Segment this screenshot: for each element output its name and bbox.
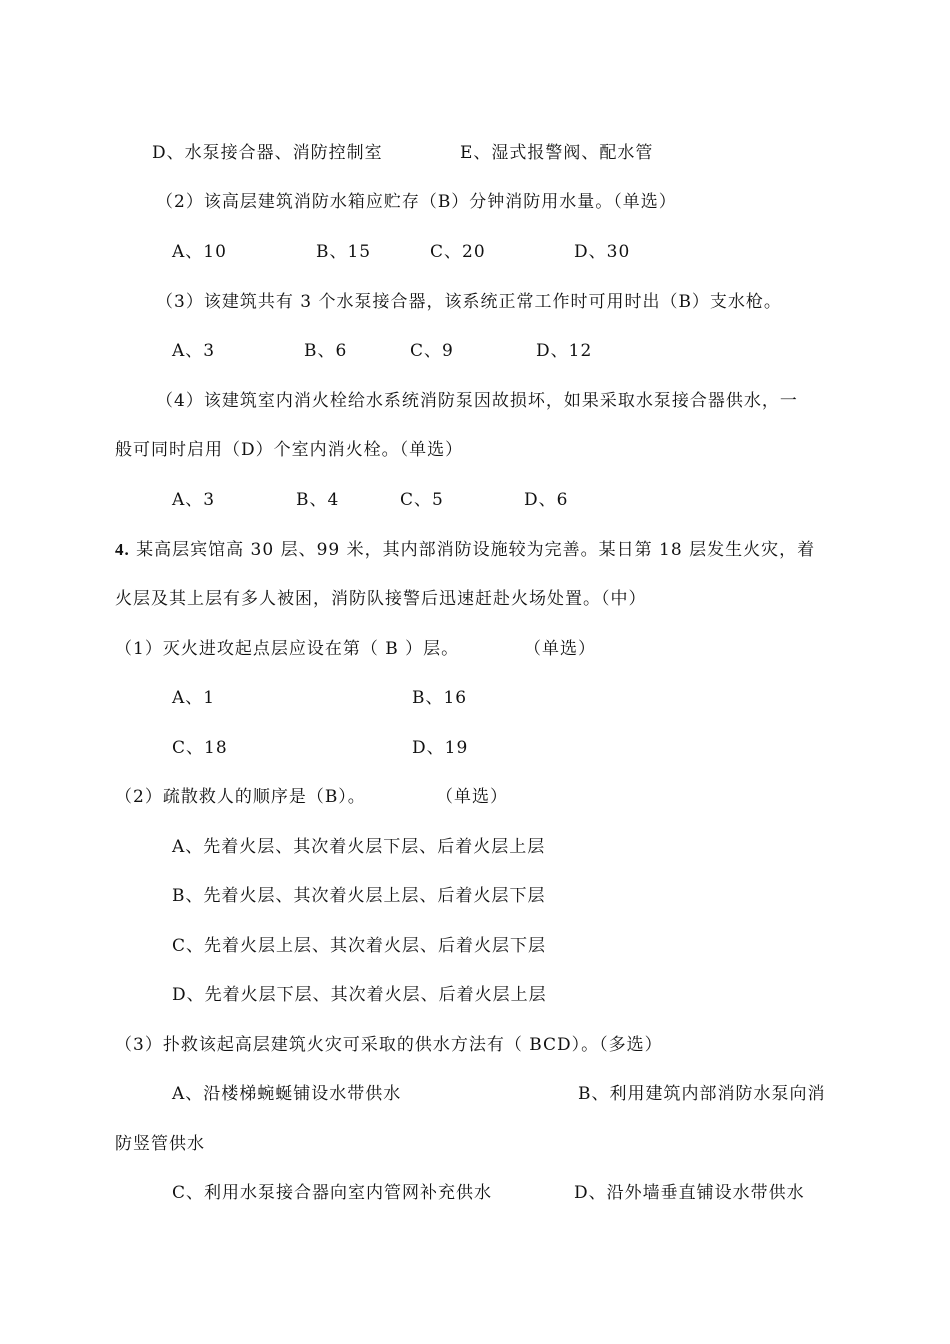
option-b: B、先着火层、其次着火层上层、后着火层下层 — [172, 886, 546, 906]
question-3-2-stem: （2）该高层建筑消防水箱应贮存（B）分钟消防用水量。（单选） — [156, 192, 677, 212]
question-4-stem-text: 某高层宾馆高 30 层、99 米，其内部消防设施较为完善。某日第 18 层发生火灾，着 — [136, 540, 816, 560]
option-c: C、先着火层上层、其次着火层、后着火层下层 — [172, 936, 547, 956]
option-d: D、水泵接合器、消防控制室 — [152, 143, 383, 163]
option-a: A、先着火层、其次着火层下层、后着火层上层 — [172, 837, 546, 857]
option-b: B、4 — [296, 490, 340, 510]
option-b: B、16 — [412, 688, 468, 708]
option-a: A、3 — [172, 341, 216, 361]
option-d: D、沿外墙垂直铺设水带供水 — [574, 1183, 805, 1203]
option-d: D、先着火层下层、其次着火层、后着火层上层 — [172, 985, 547, 1005]
question-3-4-stem-line2: 般可同时启用（D）个室内消火栓。（单选） — [115, 440, 464, 460]
option-d: D、6 — [524, 490, 569, 510]
option-d: D、19 — [412, 738, 469, 758]
question-type-label: （单选） — [524, 639, 596, 659]
option-a: A、沿楼梯蜿蜒铺设水带供水 — [172, 1084, 402, 1104]
question-number: 4. — [115, 540, 130, 559]
option-b: B、15 — [316, 242, 372, 262]
option-b-continuation: 防竖管供水 — [115, 1134, 205, 1154]
option-e: E、湿式报警阀、配水管 — [460, 143, 654, 163]
option-c: C、18 — [172, 738, 228, 758]
question-3-4-stem-line1: （4）该建筑室内消火栓给水系统消防泵因故损坏，如果采取水泵接合器供水，一 — [156, 391, 798, 411]
question-type-label: （单选） — [436, 787, 508, 807]
question-4-2-stem: （2）疏散救人的顺序是（B）。 — [115, 787, 366, 807]
option-d: D、30 — [574, 242, 631, 262]
option-b: B、6 — [304, 341, 348, 361]
question-4-1-stem: （1）灭火进攻起点层应设在第（ B ）层。 — [115, 639, 460, 659]
question-4-stem-line2: 火层及其上层有多人被困，消防队接警后迅速赶赴火场处置。（中） — [115, 589, 647, 609]
option-d: D、12 — [536, 341, 593, 361]
option-a: A、1 — [172, 688, 216, 708]
option-c: C、5 — [400, 490, 444, 510]
option-a: A、3 — [172, 490, 216, 510]
option-c: C、利用水泵接合器向室内管网补充供水 — [172, 1183, 493, 1203]
option-b: B、利用建筑内部消防水泵向消 — [578, 1084, 826, 1104]
option-c: C、9 — [410, 341, 454, 361]
option-a: A、10 — [172, 242, 227, 262]
question-3-3-stem: （3）该建筑共有 3 个水泵接合器，该系统正常工作时可用时出（B）支水枪。 — [156, 292, 782, 312]
question-4-stem-line1 — [115, 538, 815, 562]
question-4-3-stem: （3）扑救该起高层建筑火灾可采取的供水方法有（ BCD）。（多选） — [115, 1035, 663, 1055]
option-c: C、20 — [430, 242, 486, 262]
